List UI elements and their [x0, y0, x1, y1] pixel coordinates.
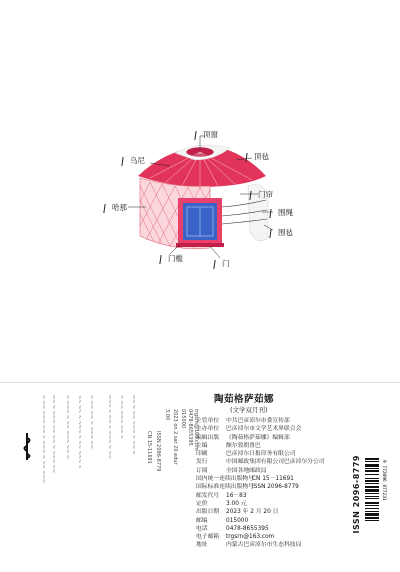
- imprint-row-value: 巴彦淖尔市文学艺术界联合会: [226, 426, 302, 433]
- imprint-row-value: 中国邮政集团有限公司巴彦淖尔分公司: [226, 459, 325, 466]
- imprint-row-key: 印刷: [196, 451, 208, 458]
- imprint-row-key: 邮发代号: [196, 492, 220, 499]
- imprint-row: [196, 475, 346, 483]
- vertical-column-4: ~~ ~~ ~ ~~~ ~ ~~ ~~~ ~: [76, 395, 82, 469]
- vertical-column-7: ~ ~~ ~~~ ~~ ~: [118, 395, 124, 440]
- vertical-column-2: ~~ ~ ~~~ ~~ ~~ ~ ~~~ ~~: [50, 395, 56, 474]
- imprint-row: [196, 500, 346, 508]
- imprint-row: [196, 467, 346, 475]
- imprint-row-key: 地址: [196, 542, 208, 549]
- imprint-row: [196, 541, 346, 549]
- imprint-row: [196, 517, 346, 525]
- imprint-row: [196, 442, 346, 450]
- imprint-row-value: 巴彦淖尔日报印务有限公司: [226, 451, 296, 458]
- imprint-row-value: 额尔敦朝鲁巴: [226, 442, 261, 449]
- imprint-row-value: ISSN 2096-8779: [252, 484, 299, 491]
- barcode-bar: [365, 478, 379, 479]
- imprint-row-value: 内蒙古巴彦淖尔市生态科技局: [226, 542, 302, 549]
- imprint-row-value: 3.00 元: [226, 500, 247, 507]
- barcode-bar: [365, 493, 379, 494]
- vertical-column-3: ~ ~~~ ~ ~~ ~~~ ~~ ~: [64, 395, 70, 459]
- imprint-row-key: 定价: [196, 500, 208, 507]
- label-men: 门: [214, 258, 230, 269]
- barcode-bar: [365, 486, 379, 488]
- imprint-row: [196, 434, 346, 442]
- imprint-row-key: 主办单位: [196, 426, 220, 433]
- imprint-row-value: 2023 年 2 月 20 日: [226, 509, 279, 516]
- barcode-bar: [365, 474, 379, 475]
- latin-column-4: 2023 on 2 sar 20 edur: [172, 409, 178, 465]
- journal-subtitle: (文学双月刊): [230, 406, 268, 414]
- imprint-row: [196, 508, 346, 516]
- yurt-door-threshold: [176, 243, 224, 247]
- barcode: [365, 456, 385, 560]
- barcode-bar: [365, 513, 379, 516]
- barcode-bar: [365, 464, 379, 467]
- imprint-row-key: 编辑出版: [196, 434, 220, 441]
- imprint-row-value: 中共巴彦淖尔市委宣传部: [226, 418, 290, 424]
- imprint-row-value: trgsrn@163.com: [226, 534, 275, 541]
- barcode-bar: [365, 502, 379, 504]
- barcode-bar: [365, 489, 379, 492]
- latin-column-5: 015000: [180, 409, 186, 429]
- imprint-row-key: 订阅: [196, 467, 208, 474]
- label-menlian: 门帘: [250, 189, 273, 200]
- latin-column-2: ISSN 2096-8779: [155, 431, 161, 472]
- barcode-bar: [365, 508, 379, 509]
- vertical-column-8: ~~ ~ ~~ ~~~ ~ ~~ ~: [130, 395, 136, 455]
- barcode-bar: [365, 505, 379, 506]
- vertical-column-1: ~ ~~ ~~~ ~~ ~ ~~~ ~ ~~ ~~~: [40, 395, 46, 484]
- imprint-row-value: 015000: [226, 517, 249, 524]
- imprint-row-key: 国际标准连续出版物号: [196, 484, 254, 491]
- latin-column-6: 0478-8655395: [187, 409, 193, 446]
- imprint-row-value: 0478-8655395: [226, 525, 269, 532]
- imprint-row-key: 电话: [196, 525, 208, 532]
- barcode-bar: [365, 461, 379, 462]
- barcode-bar: [365, 458, 379, 460]
- barcode-bar: [365, 517, 379, 519]
- label-menkuang: 门槛: [160, 253, 183, 264]
- issn-vertical: ISSN 2096-8779: [352, 455, 361, 534]
- imprint-row-key: 主编: [196, 442, 208, 449]
- imprint-info: [196, 417, 346, 550]
- barcode-bar: [365, 468, 379, 469]
- imprint-row-value: 16－83: [226, 492, 247, 499]
- barcode-bar: [365, 483, 379, 484]
- imprint-row-key: 国内统一连续出版物号: [196, 476, 254, 483]
- barcode-bar: [365, 470, 379, 472]
- vertical-column-5: ~ ~~ ~~ ~ ~~~ ~~: [88, 395, 94, 450]
- imprint-row: [196, 450, 346, 458]
- imprint-row-key: 主管单位: [196, 418, 220, 424]
- barcode-digits: 9 772096 877231: [381, 460, 386, 501]
- imprint-row: [196, 425, 346, 433]
- imprint-row: [196, 458, 346, 466]
- latin-column-1: CN 15-11691: [146, 431, 152, 464]
- imprint-row: [196, 483, 346, 491]
- imprint-row: [196, 525, 346, 533]
- barcode-bar: [365, 480, 379, 482]
- journal-title: 陶茹格萨茹娜: [214, 394, 275, 405]
- imprint-row-key: 电子邮箱: [196, 534, 220, 541]
- label-dingchuang: 顶窗: [195, 129, 218, 140]
- barcode-bar: [365, 520, 379, 521]
- imprint-row: [196, 417, 346, 425]
- imprint-row-value: CN 15－11691: [252, 476, 294, 483]
- barcode-bar: [365, 496, 379, 497]
- latin-column-3: 3.00: [164, 409, 170, 421]
- imprint-row-key: 出版日期: [196, 509, 220, 516]
- label-weisheng: 围绳: [270, 207, 293, 218]
- label-hana: 哈那: [104, 202, 127, 213]
- imprint-row-key: 邮编: [196, 517, 208, 524]
- imprint-row-value: 《陶茹格萨茹娜》编辑部: [226, 434, 290, 441]
- imprint-row-value: 全国各地邮政局: [226, 467, 267, 474]
- barcode-bar: [365, 511, 379, 512]
- imprint-row: [196, 492, 346, 500]
- imprint-row: [196, 533, 346, 541]
- imprint-row-key: 发行: [196, 459, 208, 466]
- mongolian-script-mark-icon: [18, 432, 36, 462]
- label-weizhan: 围毡: [270, 227, 293, 238]
- label-dingzhan: 顶毡: [246, 151, 269, 162]
- label-wuni: 乌尼: [122, 155, 145, 166]
- imprint-area: [0, 383, 400, 572]
- barcode-bar: [365, 498, 379, 499]
- vertical-column-6: ~~~ ~ ~~ ~ ~~~ ~ ~~: [106, 395, 112, 459]
- latin-column-7: trgsrn@163.com: [193, 409, 199, 451]
